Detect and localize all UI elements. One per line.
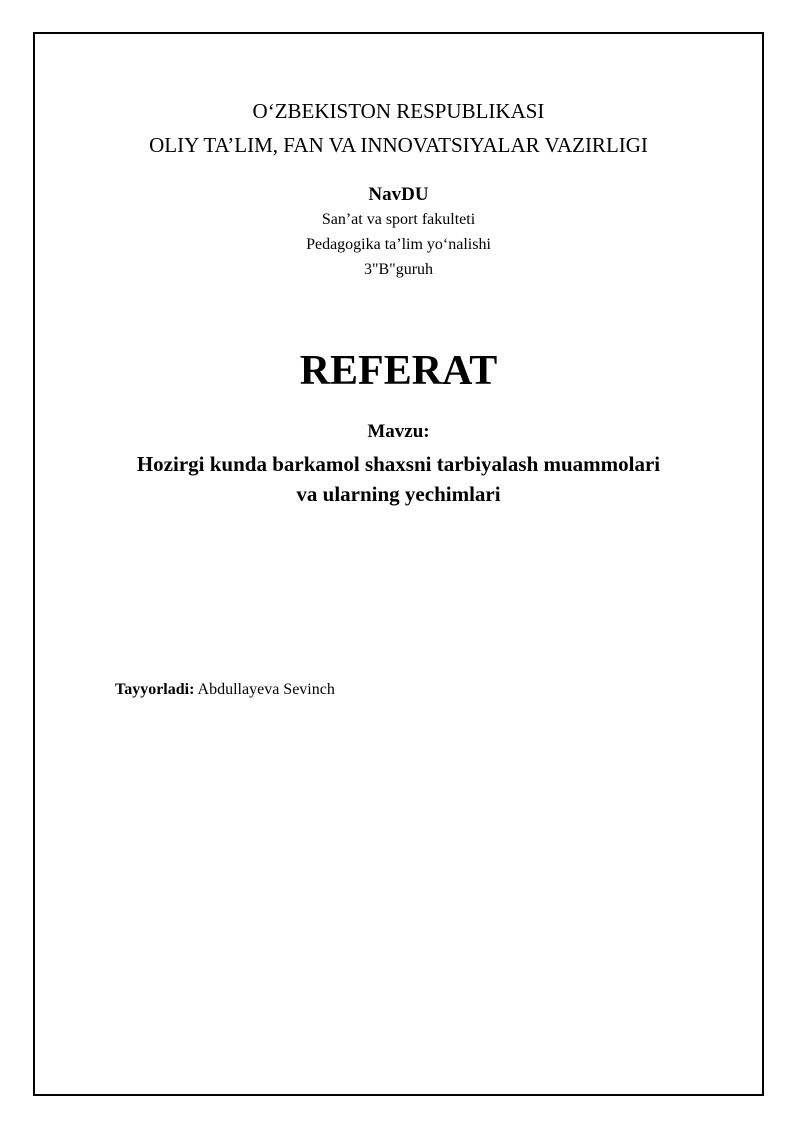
topic-label: Mavzu:: [367, 421, 430, 442]
author-name: Abdullayeva Sevinch: [197, 681, 335, 698]
topic-line-2: va ularning yechimlari: [296, 482, 501, 506]
direction-name: Pedagogika ta’lim yo‘nalishi: [306, 236, 491, 253]
topic-line-1: Hozirgi kunda barkamol shaxsni tarbiyalash muammolari: [136, 452, 661, 476]
author-line: [115, 679, 335, 701]
group-name: 3"B"guruh: [363, 261, 434, 278]
university-name: NavDU: [368, 184, 429, 205]
author-label: Tayyorladi:: [115, 681, 195, 698]
ministry-title: OLIY TA’LIM, FAN VA INNOVATSIYALAR VAZIRLIGI: [149, 133, 648, 157]
country-title: O‘ZBEKISTON RESPUBLIKASI: [252, 99, 545, 123]
faculty-name: San’at va sport fakulteti: [321, 211, 476, 228]
document-type-title: REFERAT: [299, 348, 498, 394]
